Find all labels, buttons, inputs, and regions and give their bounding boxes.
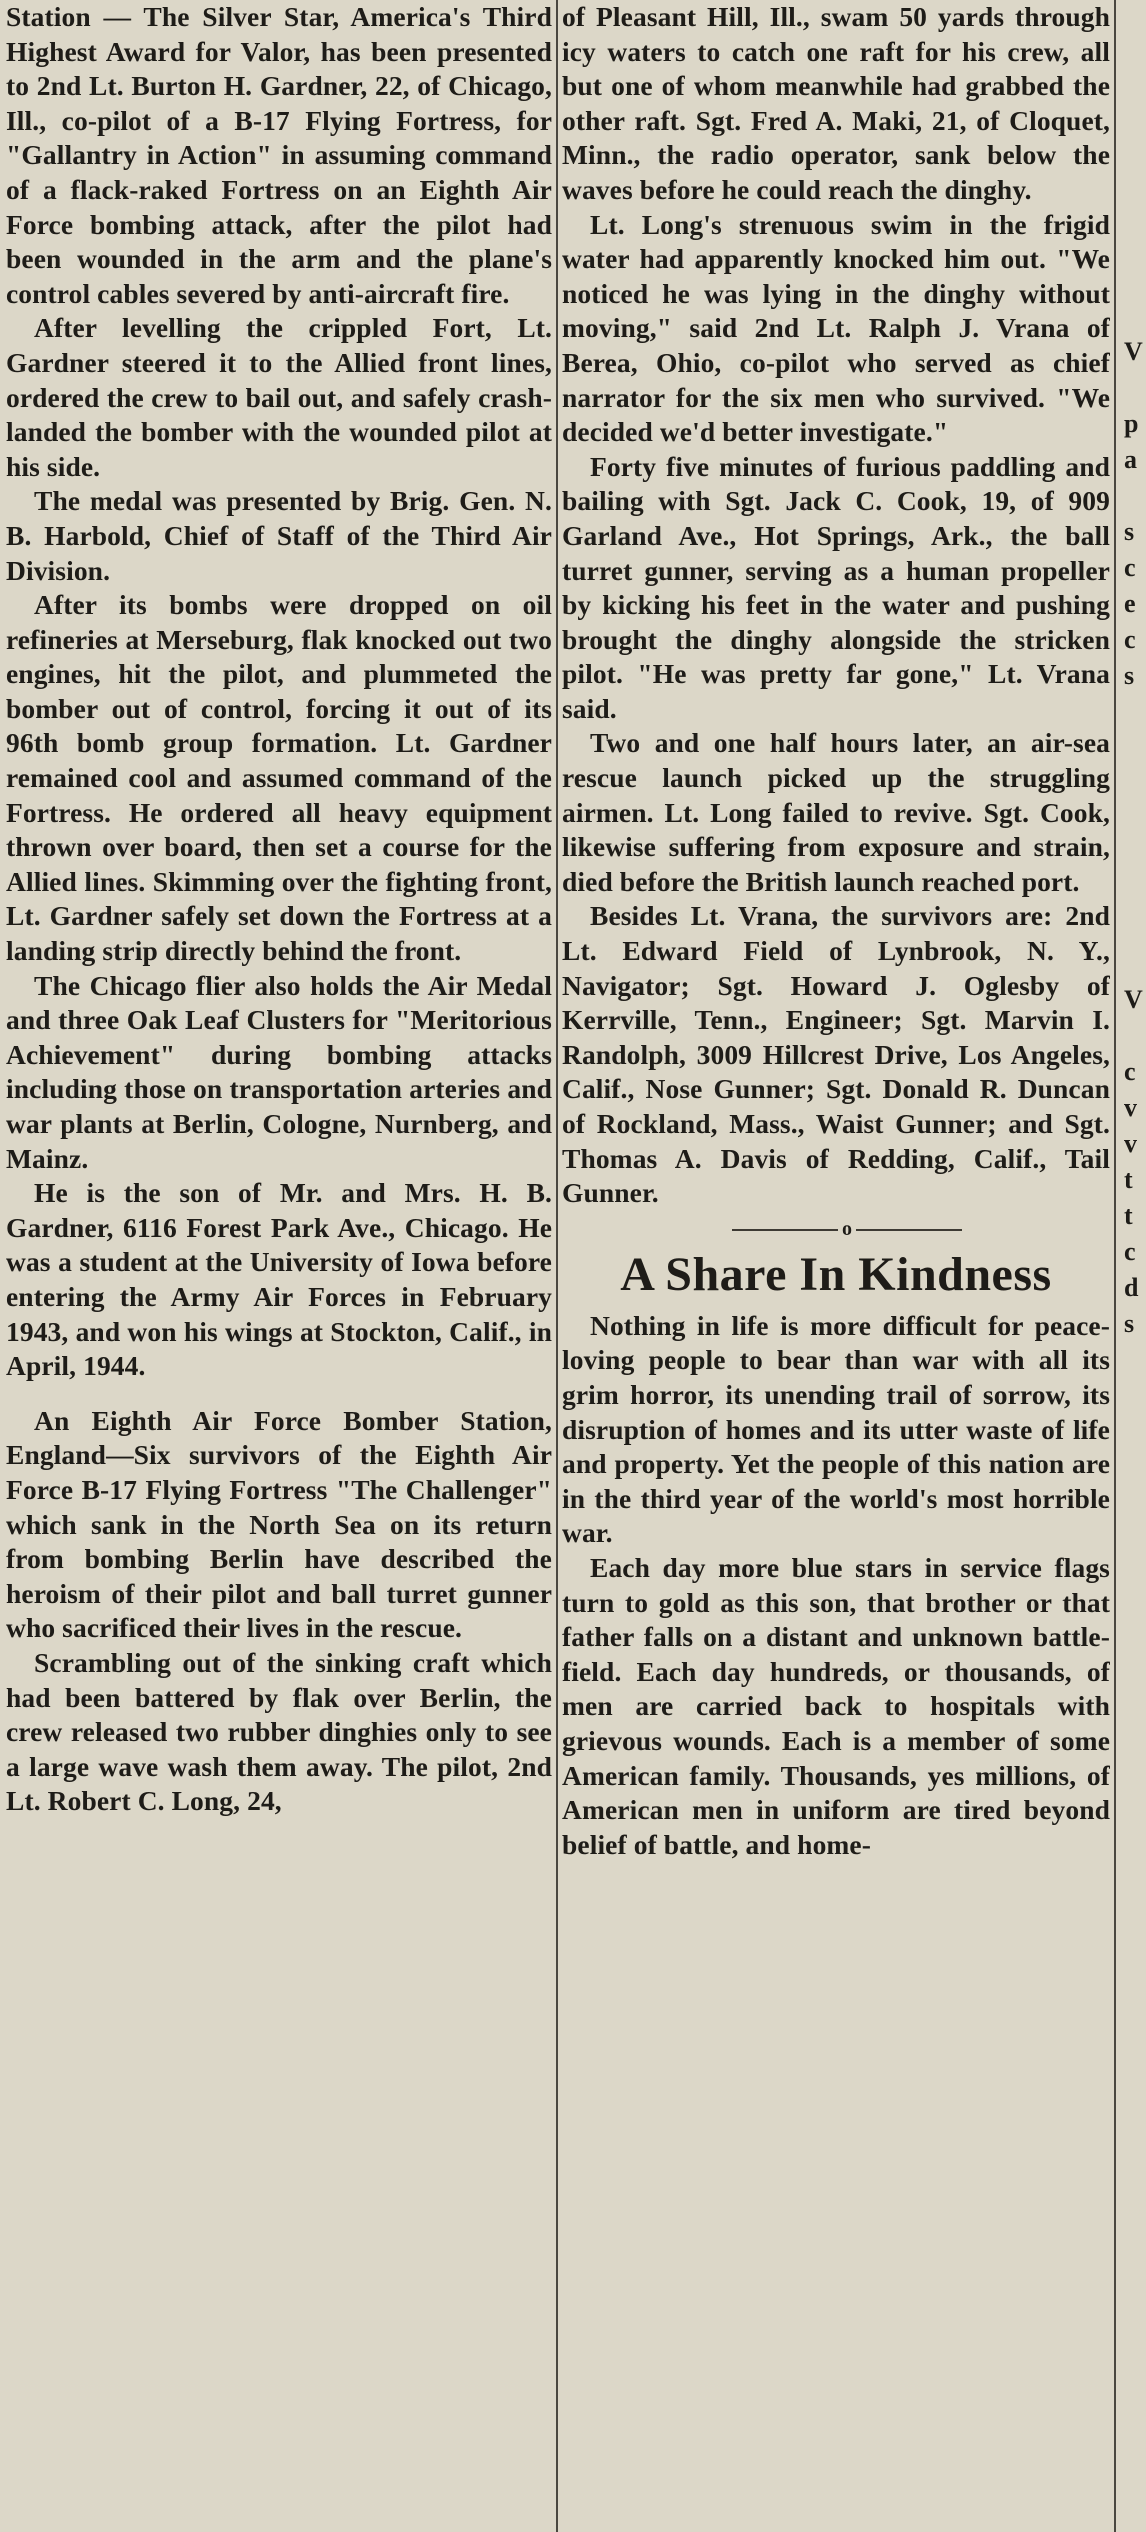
edge-letter: p xyxy=(1124,409,1139,438)
edge-letter: v xyxy=(1124,1093,1137,1122)
edge-letter: e xyxy=(1124,589,1136,618)
edge-letter: V xyxy=(1124,337,1143,366)
edge-letter: V xyxy=(1124,985,1143,1014)
edge-letter: s xyxy=(1124,517,1135,546)
article-paragraph: An Eighth Air Force Bomber Station, England—Six survivors of the Eighth Air Force B-17 Flying Fortress "The Challenger" which sank in the North Sea on its return from bombing Berlin have described the heroism of their pilot and ball turret gunner who sacrificed their lives in the rescue. xyxy=(6,1404,552,1644)
article-paragraph: Forty five minutes of furious paddling and bailing with Sgt. Jack C. Cook, 19, of 909 Garland Ave., Hot Springs, Ark., the ball turret gunner, serving as a human propeller by kicking his feet in the water and pushing brought the dinghy alongside the stricken pilot. "He was pretty far gone," Lt. Vrana said. xyxy=(562,450,1110,724)
article-paragraph: The medal was presented by Brig. Gen. N. B. Harbold, Chief of Staff of the Third Air Division. xyxy=(6,485,552,586)
edge-letter: s xyxy=(1124,661,1135,690)
article-paragraph: Besides Lt. Vrana, the survivors are: 2nd Lt. Edward Field of Lynbrook, N. Y., Navigator; Sgt. Howard J. Oglesby of Kerrville, Tenn., Engineer; Sgt. Marvin I. Randolph, 3009 Hillcrest Drive, Los Angeles, Calif., Nose Gunner; Sgt. Donald R. Duncan of Rockland, Mass., Waist Gunner; and Sgt. Thomas A. Davis of Redding, Calif., Tail Gunner. xyxy=(562,900,1110,1209)
article-paragraph: Lt. Long's strenuous swim in the frigid water had apparently knocked him out. "We noticed he was lying in the dinghy without moving," said 2nd Lt. Ralph J. Vrana of Berea, Ohio, co-pilot who served as chief narrator for the six men who survived. "We decided we'd better investigate." xyxy=(562,208,1110,448)
right-column-fragment xyxy=(1120,0,1146,2532)
middle-column xyxy=(562,0,1110,2532)
editorial-paragraph: Nothing in life is more difficult for peace-loving people to bear than war with all its grim horror, its unending trail of sorrow, its disruption of homes and its utter waste of life and property. Yet the people of this nation are in the third year of the world's most horrible war. xyxy=(562,1309,1110,1549)
section-separator xyxy=(562,1217,1110,1243)
edge-letter: c xyxy=(1124,625,1136,654)
edge-letter: c xyxy=(1124,1057,1136,1086)
separator-mark: o xyxy=(838,1217,856,1241)
article-paragraph: Scrambling out of the sinking craft which had been battered by flak over Berlin, the crew released two rubber dinghies only to see a large wave wash them away. The pilot, 2nd Lt. Robert C. Long, 24, xyxy=(6,1646,552,1817)
article-paragraph: of Pleasant Hill, Ill., swam 50 yards through icy waters to catch one raft for his crew, all but one of whom meanwhile had grabbed the other raft. Sgt. Fred A. Maki, 21, of Cloquet, Minn., the radio operator, sank below the waves before he could reach the dinghy. xyxy=(562,1,1110,205)
article-paragraph: Station — The Silver Star, America's Third Highest Award for Valor, has been presented to 2nd Lt. Burton H. Gardner, 22, of Chicago, Ill., co-pilot of a B-17 Flying Fortress, for "Gallantry in Action" in assuming command of a flack-raked Fortress on an Eighth Air Force bombing attack, after the pilot had been wounded in the arm and the plane's control cables severed by anti-aircraft fire. xyxy=(6,1,552,309)
article-paragraph: After levelling the crippled Fort, Lt. Gardner steered it to the Allied front lines, ordered the crew to bail out, and safely crash-landed the bomber with the wounded pilot at his side. xyxy=(6,312,552,482)
column-rule-left xyxy=(556,0,558,2532)
editorial-headline: A Share In Kindness xyxy=(620,1247,1052,1301)
article-paragraph: Two and one half hours later, an air-sea rescue launch picked up the struggling airmen. Lt. Long failed to revive. Sgt. Cook, likewise suffering from exposure and strain, died before the British launch reached port. xyxy=(562,727,1110,897)
edge-letter: d xyxy=(1124,1273,1139,1302)
edge-letter: t xyxy=(1124,1165,1133,1194)
editorial-paragraph: Each day more blue stars in service flags turn to gold as this son, that brother or that father falls on a distant and unknown battle-field. Each day hundreds, or thousands, of men are carried back to hospitals with grievous wounds. Each is a member of some American family. Thousands, yes millions, of American men in uniform are tired beyond belief of battle, and home- xyxy=(562,1551,1110,1860)
left-column xyxy=(6,0,552,2532)
article-paragraph: After its bombs were dropped on oil refineries at Merseburg, flak knocked out two engines, hit the pilot, and plummeted the bomber out of control, forcing it out of its 96th bomb group formation. Lt. Gardner remained cool and assumed command of the Fortress. He ordered all heavy equipment thrown over board, then set a course for the Allied lines. Skimming over the fighting front, Lt. Gardner safely set down the Fortress at a landing strip directly behind the front. xyxy=(6,589,552,967)
edge-letter: t xyxy=(1124,1201,1133,1230)
edge-letter: a xyxy=(1124,445,1137,474)
article-break xyxy=(6,1384,552,1404)
edge-letter: s xyxy=(1124,1309,1135,1338)
article-paragraph: The Chicago flier also holds the Air Medal and three Oak Leaf Clusters for "Meritorious Achievement" during bombing attacks including those on transportation arteries and war plants at Berlin, Cologne, Nurnberg, and Mainz. xyxy=(6,969,552,1174)
column-rule-right xyxy=(1114,0,1116,2532)
edge-letter: c xyxy=(1124,1237,1136,1266)
edge-letter: v xyxy=(1124,1129,1137,1158)
article-paragraph: He is the son of Mr. and Mrs. H. B. Gardner, 6116 Forest Park Ave., Chicago. He was a student at the University of Iowa before entering the Army Air Forces in February 1943, and won his wings at Stockton, Calif., in April, 1944. xyxy=(6,1177,552,1382)
edge-letter: c xyxy=(1124,553,1136,582)
